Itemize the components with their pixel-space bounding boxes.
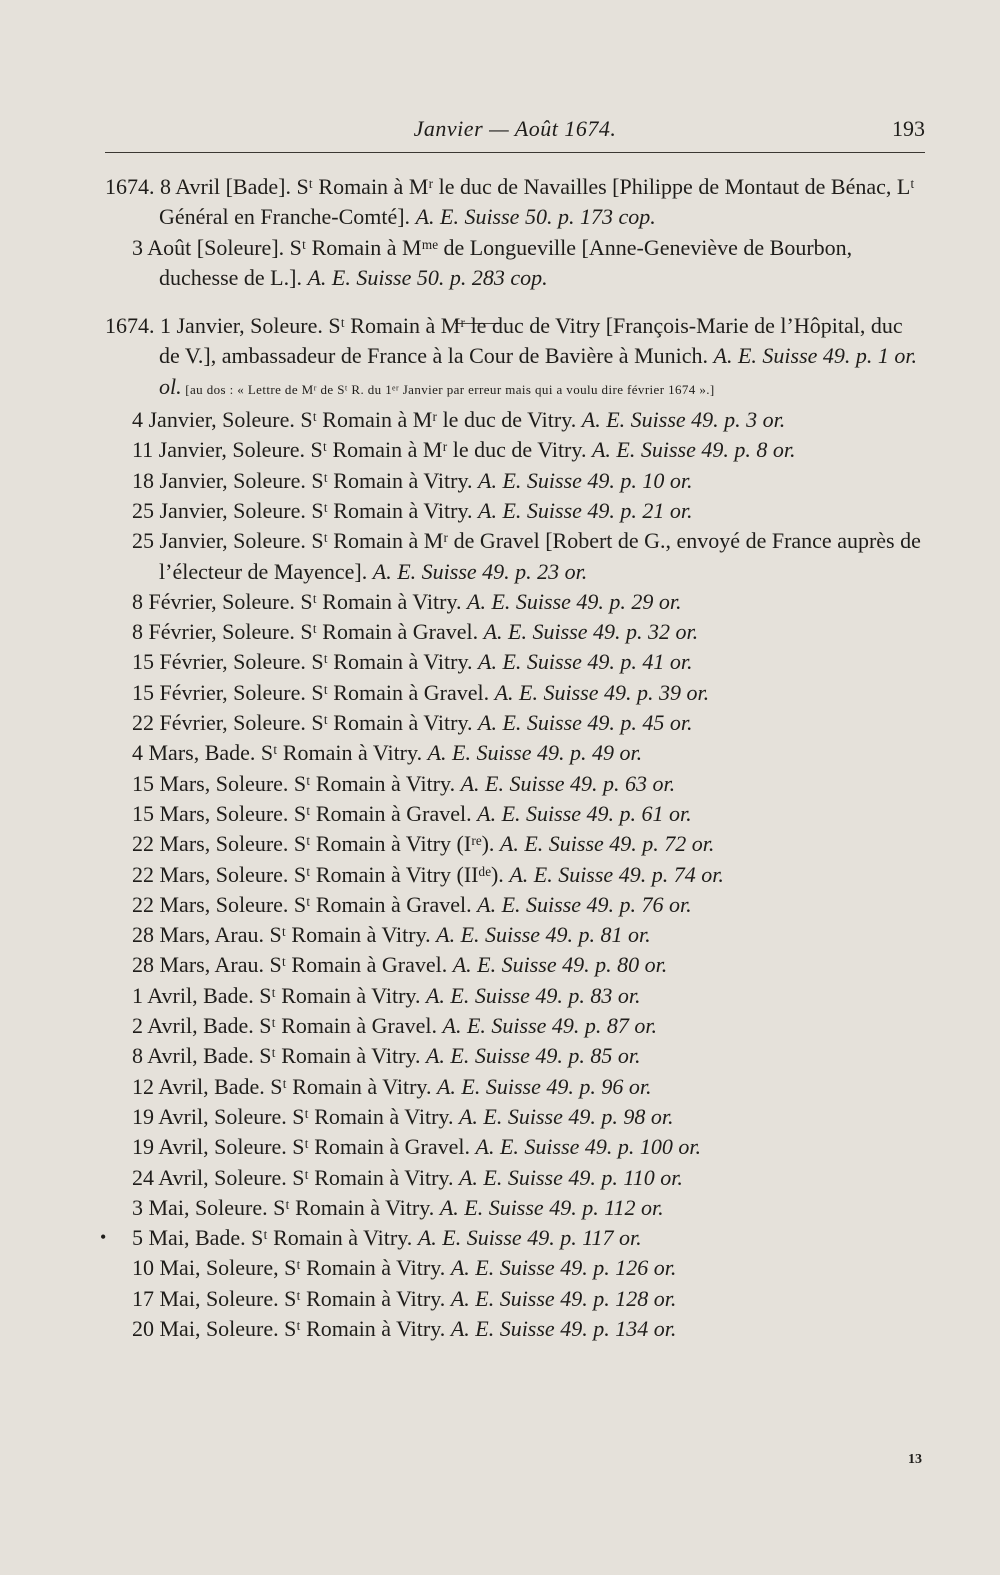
entry-11	[132, 678, 927, 708]
entry-29	[132, 1223, 927, 1253]
entry-30	[132, 1253, 927, 1283]
entry-10	[132, 647, 927, 677]
entry-reference: A. E. Suisse 49. p. 21 or.	[478, 497, 693, 523]
margin-mark: •	[100, 1227, 107, 1247]
entry-text: 1 Janvier, Soleure. Sᵗ Romain à Mʳ le duc de Vitry [François-Marie de l’Hôpital, duc de V.], ambassadeur de France à la Cour de Bavière à Munich.	[159, 313, 903, 369]
entry-reference: A. E. Suisse 49. p. 112 or.	[439, 1194, 664, 1220]
entry-text: 22 Février, Soleure. Sᵗ Romain à Vitry.	[132, 710, 479, 736]
entry-2	[105, 311, 927, 405]
entry-text: 22 Mars, Soleure. Sᵗ Romain à Vitry (Iʳᵉ).	[132, 831, 500, 857]
entry-text: 22 Mars, Soleure. Sᵗ Romain à Gravel.	[132, 891, 478, 917]
entry-3	[132, 405, 927, 435]
entry-text: 15 Février, Soleure. Sᵗ Romain à Vitry.	[132, 649, 479, 675]
entry-19	[132, 920, 927, 950]
entry-22	[132, 1011, 927, 1041]
entry-27	[132, 1163, 927, 1193]
running-title: Janvier — Août 1674.	[413, 116, 617, 141]
entry-13	[132, 738, 927, 768]
entry-reference: A. E. Suisse 49. p. 100 or.	[475, 1134, 702, 1160]
entry-reference: A. E. Suisse 50. p. 283 cop.	[307, 264, 548, 290]
entry-reference: A. E. Suisse 49. p. 87 or.	[442, 1013, 658, 1039]
entry-text: 8 Avril, Bade. Sᵗ Romain à Vitry.	[132, 1043, 426, 1069]
entry-text: 8 Février, Soleure. Sᵗ Romain à Gravel.	[132, 619, 484, 645]
entry-reference: A. E. Suisse 49. p. 98 or.	[458, 1103, 674, 1129]
entry-text: 1 Avril, Bade. Sᵗ Romain à Vitry.	[132, 982, 426, 1008]
entry-17	[132, 860, 927, 890]
entry-text: 25 Janvier, Soleure. Sᵗ Romain à Mʳ de Gravel [Robert de G., envoyé de France auprès de l’électeur de Mayence].	[132, 528, 921, 584]
entry-text: 25 Janvier, Soleure. Sᵗ Romain à Vitry.	[132, 497, 479, 523]
entry-text: 15 Mars, Soleure. Sᵗ Romain à Gravel.	[132, 800, 478, 826]
entry-32	[132, 1314, 927, 1344]
entry-1	[132, 233, 927, 294]
entry-reference: A. E. Suisse 49. p. 85 or.	[425, 1043, 641, 1069]
entry-text: 15 Mars, Soleure. Sᵗ Romain à Vitry.	[132, 770, 461, 796]
entry-18	[132, 890, 927, 920]
entry-reference: A. E. Suisse 49. p. 117 or.	[417, 1225, 642, 1251]
entry-text: 10 Mai, Soleure, Sᵗ Romain à Vitry.	[132, 1255, 451, 1281]
entry-reference: A. E. Suisse 49. p. 128 or.	[450, 1285, 677, 1311]
entry-reference: A. E. Suisse 49. p. 76 or.	[477, 891, 692, 917]
entry-text: 11 Janvier, Soleure. Sᵗ Romain à Mʳ le duc de Vitry.	[132, 437, 592, 463]
entry-reference: A. E. Suisse 49. p. 10 or.	[478, 467, 693, 493]
entry-text: 24 Avril, Soleure. Sᵗ Romain à Vitry.	[132, 1164, 459, 1190]
entry-text: 4 Janvier, Soleure. Sᵗ Romain à Mʳ le duc de Vitry.	[132, 407, 582, 433]
entry-reference: A. E. Suisse 49. p. 41 or.	[478, 649, 693, 675]
entry-23	[132, 1041, 927, 1071]
entry-reference: A. E. Suisse 49. p. 3 or.	[581, 407, 786, 433]
entry-25	[132, 1102, 927, 1132]
entry-reference: A. E. Suisse 49. p. 134 or.	[450, 1315, 677, 1341]
entry-text: 22 Mars, Soleure. Sᵗ Romain à Vitry (IIᵈᵉ).	[132, 861, 510, 887]
entry-12	[132, 708, 927, 738]
entry-text: 20 Mai, Soleure. Sᵗ Romain à Vitry.	[132, 1315, 451, 1341]
entry-reference: A. E. Suisse 49. p. 96 or.	[436, 1073, 652, 1099]
entry-8	[132, 587, 927, 617]
entry-reference: A. E. Suisse 49. p. 83 or.	[425, 982, 641, 1008]
entry-7	[132, 526, 927, 587]
entry-reference: A. E. Suisse 49. p. 72 or.	[499, 831, 715, 857]
entry-4	[132, 435, 927, 465]
entry-reference: A. E. Suisse 49. p. 23 or.	[372, 558, 588, 584]
entry-9	[132, 617, 927, 647]
entry-reference: A. E. Suisse 49. p. 39 or.	[494, 679, 710, 705]
entry-31	[132, 1284, 927, 1314]
entry-reference: A. E. Suisse 49. p. 49 or.	[427, 740, 643, 766]
entry-28	[132, 1193, 927, 1223]
entry-reference: A. E. Suisse 49. p. 126 or.	[450, 1255, 677, 1281]
entry-text: 4 Mars, Bade. Sᵗ Romain à Vitry.	[132, 740, 428, 766]
entry-6	[132, 496, 927, 526]
entry-reference: A. E. Suisse 49. p. 74 or.	[509, 861, 724, 887]
entry-reference: A. E. Suisse 49. p. 32 or.	[483, 619, 699, 645]
header-rule	[105, 152, 925, 153]
entry-reference: A. E. Suisse 49. p. 8 or.	[591, 437, 796, 463]
entry-reference: A. E. Suisse 49. p. 29 or.	[467, 588, 682, 614]
entry-reference: A. E. Suisse 49. p. 63 or.	[460, 770, 676, 796]
entry-text: 3 Août [Soleure]. Sᵗ Romain à Mᵐᵉ de Longueville [Anne-Geneviève de Bourbon, duchesse de L.].	[132, 234, 853, 290]
entry-5	[132, 466, 927, 496]
entry-text: 28 Mars, Arau. Sᵗ Romain à Gravel.	[132, 952, 453, 978]
entry-reference: A. E. Suisse 50. p. 173 cop.	[415, 204, 656, 230]
entry-year: 1674.	[105, 313, 160, 339]
entry-20	[132, 950, 927, 980]
entry-21	[132, 981, 927, 1011]
entry-text: 28 Mars, Arau. Sᵗ Romain à Vitry.	[132, 922, 437, 948]
entry-text: 15 Février, Soleure. Sᵗ Romain à Gravel.	[132, 679, 495, 705]
entry-reference: A. E. Suisse 49. p. 1 or. ol.	[159, 343, 918, 399]
entry-text: 8 Février, Soleure. Sᵗ Romain à Vitry.	[132, 588, 468, 614]
section-gap	[132, 293, 927, 311]
entry-24	[132, 1072, 927, 1102]
entry-note: [au dos : « Lettre de Mʳ de Sᵗ R. du 1ᵉʳ Janvier par erreur mais qui a voulu dire février 1674 ».]	[181, 381, 715, 397]
entry-text: 18 Janvier, Soleure. Sᵗ Romain à Vitry.	[132, 467, 479, 493]
entry-year: 1674.	[105, 174, 160, 199]
entries-list	[105, 172, 927, 1344]
entry-text: 12 Avril, Bade. Sᵗ Romain à Vitry.	[132, 1073, 437, 1099]
entry-text: 8 Avril [Bade]. Sᵗ Romain à Mʳ le duc de Navailles [Philippe de Montaut de Bénac, Lᵗ Général en Franche-Comté].	[159, 174, 915, 230]
signature-mark: 13	[908, 1452, 922, 1467]
entry-15	[132, 799, 927, 829]
entry-text: 5 Mai, Bade. Sᵗ Romain à Vitry.	[132, 1225, 418, 1251]
entry-text: 19 Avril, Soleure. Sᵗ Romain à Gravel.	[132, 1134, 476, 1160]
entry-reference: A. E. Suisse 49. p. 45 or.	[478, 710, 693, 736]
page-number: 193	[892, 116, 925, 141]
entry-14	[132, 769, 927, 799]
entry-reference: A. E. Suisse 49. p. 81 or.	[436, 922, 651, 948]
entry-reference: A. E. Suisse 49. p. 61 or.	[477, 800, 692, 826]
entry-text: 17 Mai, Soleure. Sᵗ Romain à Vitry.	[132, 1285, 451, 1311]
entry-text: 3 Mai, Soleure. Sᵗ Romain à Vitry.	[132, 1194, 440, 1220]
page-header	[105, 116, 925, 148]
entry-reference: A. E. Suisse 49. p. 80 or.	[452, 952, 668, 978]
entry-text: 2 Avril, Bade. Sᵗ Romain à Gravel.	[132, 1013, 443, 1039]
entry-text: 19 Avril, Soleure. Sᵗ Romain à Vitry.	[132, 1103, 459, 1129]
entry-reference: A. E. Suisse 49. p. 110 or.	[458, 1164, 683, 1190]
entry-26	[132, 1132, 927, 1162]
entry-16	[132, 829, 927, 859]
entry-0	[105, 172, 927, 233]
